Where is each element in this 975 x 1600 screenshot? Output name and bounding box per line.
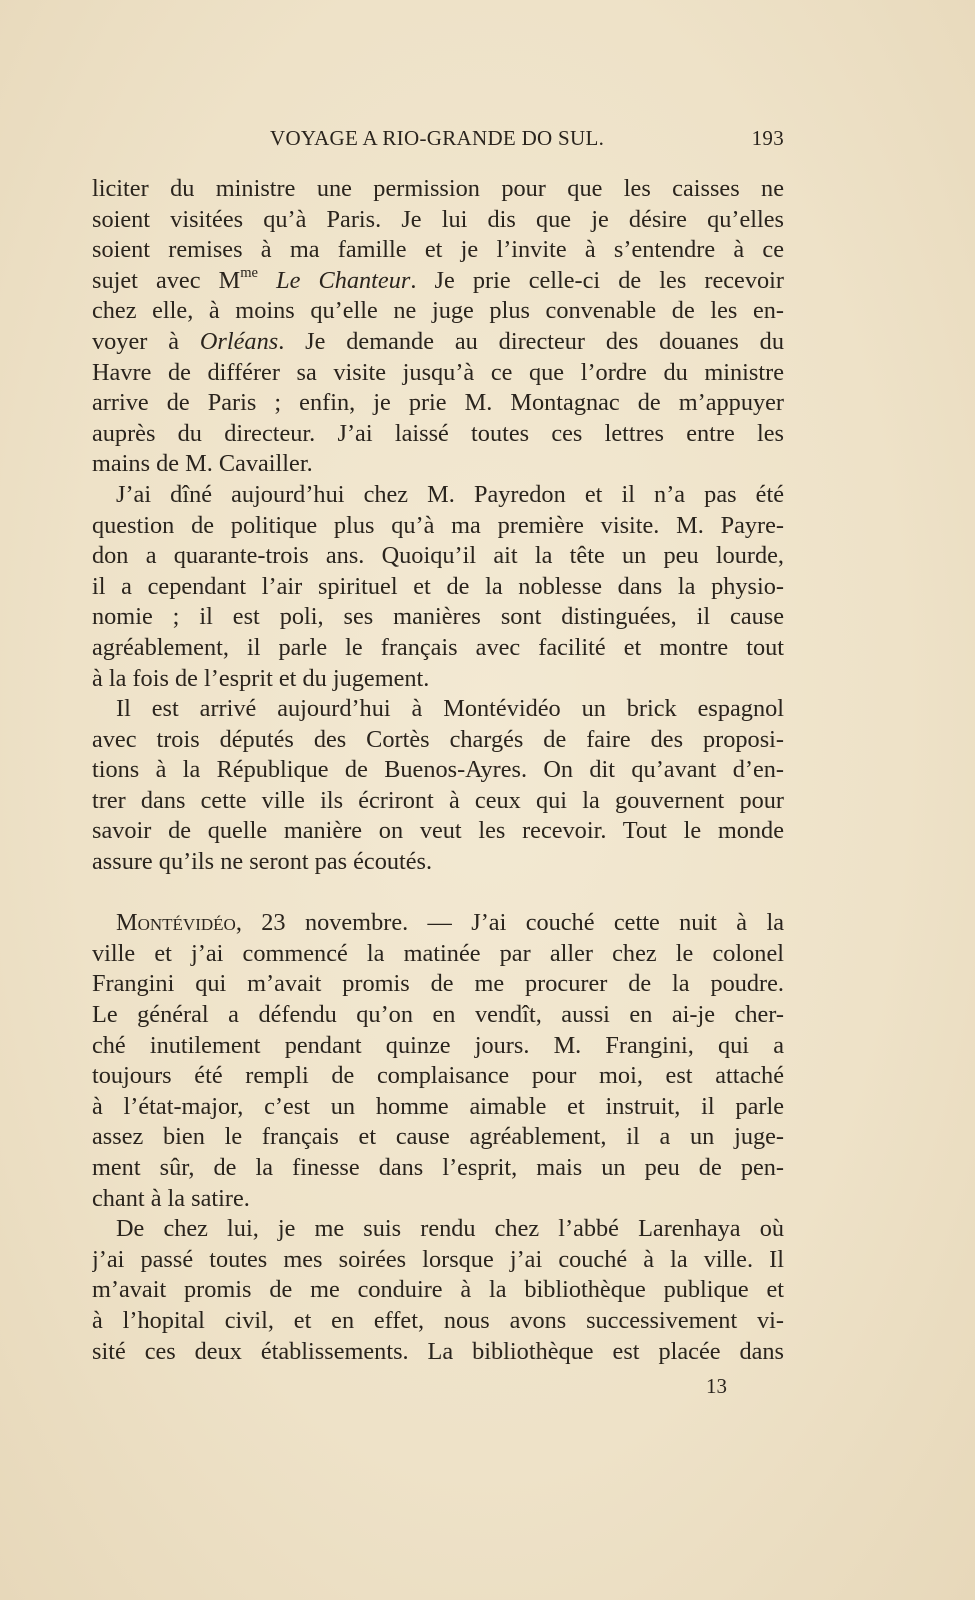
text-line: J’ai dîné aujourd’hui chez M. Payredon et il n’a pas été [116,480,784,508]
section-gap [92,878,784,909]
text-fragment: . Je prie celle-ci de les recevoir [410,266,784,294]
text-line: Il est arrivé aujourd’hui à Montévidéo un brick espagnol [116,695,784,723]
text-line: De chez lui, je me suis rendu chez l’abbé Larenhaya où [116,1215,784,1243]
text-line: il a cependant l’air spirituel et de la noblesse dans la physio- [92,572,784,600]
text-line: soient remises à ma famille et je l’invite à s’entendre à ce [92,236,784,264]
text-line: soient visitées qu’à Paris. Je lui dis que je désire qu’elles [92,205,784,233]
text-line: assure qu’ils ne seront pas écoutés. [92,848,433,876]
paragraph-2 [92,480,784,694]
paragraph-5 [92,1214,784,1367]
text-line: trer dans cette ville ils écriront à ceux qui la gouvernent pour [92,786,784,814]
text-line: à la fois de l’esprit et du jugement. [92,664,430,692]
text-line: Havre de différer sa visite jusqu’à ce que l’ordre du ministre [92,358,784,386]
text-line: ville et j’ai commencé la matinée par aller chez le colonel [92,939,784,967]
text-line [92,327,784,358]
text-line: liciter du ministre une permission pour que les caisses ne [92,175,784,202]
paragraph-3 [92,694,784,878]
paragraph-1 [92,174,784,480]
dateline-place: Montévidéo [116,909,236,937]
text-line: sité ces deux établissements. La bibliothèque est placée dans [92,1337,784,1365]
text-line [92,266,784,297]
body-text [92,174,784,1367]
text-line: Frangini qui m’avait promis de me procurer de la poudre. [92,970,784,998]
text-line: tions à la République de Buenos-Ayres. On dit qu’avant d’en- [92,756,784,784]
text-line: toujours été rempli de complaisance pour moi, est attaché [92,1062,784,1090]
text-line [92,908,784,939]
paragraph-4 [92,908,784,1214]
text-line: don a quarante-trois ans. Quoiqu’il ait la tête un peu lourde, [92,542,784,570]
running-head [92,126,784,156]
text-line: agréablement, il parle le français avec facilité et montre tout [92,633,784,661]
text-line: question de politique plus qu’à ma première visite. M. Payre- [92,511,784,539]
text-line: savoir de quelle manière on veut les recevoir. Tout le monde [92,817,784,845]
text-line: Le général a défendu qu’on en vendît, aussi en ai-je cher- [92,1001,784,1029]
text-line: m’avait promis de me conduire à la bibliothèque publique et [92,1276,784,1304]
person-name: Le Chanteur [276,266,411,294]
signature-mark: 13 [706,1374,727,1398]
text-line: mains de M. Cavailler. [92,450,313,478]
text-line: nomie ; il est poli, ses manières sont distinguées, il cause [92,603,784,631]
text-line: auprès du directeur. J’ai laissé toutes ces lettres entre les [92,419,784,447]
superscript: me [240,265,259,281]
running-title: VOYAGE A RIO-GRANDE DO SUL. [270,126,605,150]
place-name: Orléans [199,327,279,355]
text-line: avec trois députés des Cortès chargés de faire des proposi- [92,725,784,753]
text-fragment: , 23 novembre. — J’ai couché cette nuit à la [235,909,784,937]
text-line: chez elle, à moins qu’elle ne juge plus convenable de les en- [92,297,784,325]
page-number: 193 [751,126,784,150]
text-fragment: sujet avec M [92,266,241,294]
text-fragment: voyer à [92,327,200,355]
text-line: ment sûr, de la finesse dans l’esprit, mais un peu de pen- [92,1154,784,1181]
text-line: chant à la satire. [92,1184,250,1212]
text-line: à l’hopital civil, et en effet, nous avons successivement vi- [92,1306,784,1334]
text-line: à l’état-major, c’est un homme aimable et instruit, il parle [92,1092,784,1120]
text-line: ché inutilement pendant quinze jours. M. Frangini, qui a [92,1031,784,1059]
text-line: arrive de Paris ; enfin, je prie M. Montagnac de m’appuyer [92,389,784,417]
text-line: j’ai passé toutes mes soirées lorsque j’ai couché à la ville. Il [92,1245,784,1273]
text-fragment: . Je demande au directeur des douanes du [278,327,784,355]
text-line: assez bien le français et cause agréablement, il a un juge- [92,1123,784,1151]
